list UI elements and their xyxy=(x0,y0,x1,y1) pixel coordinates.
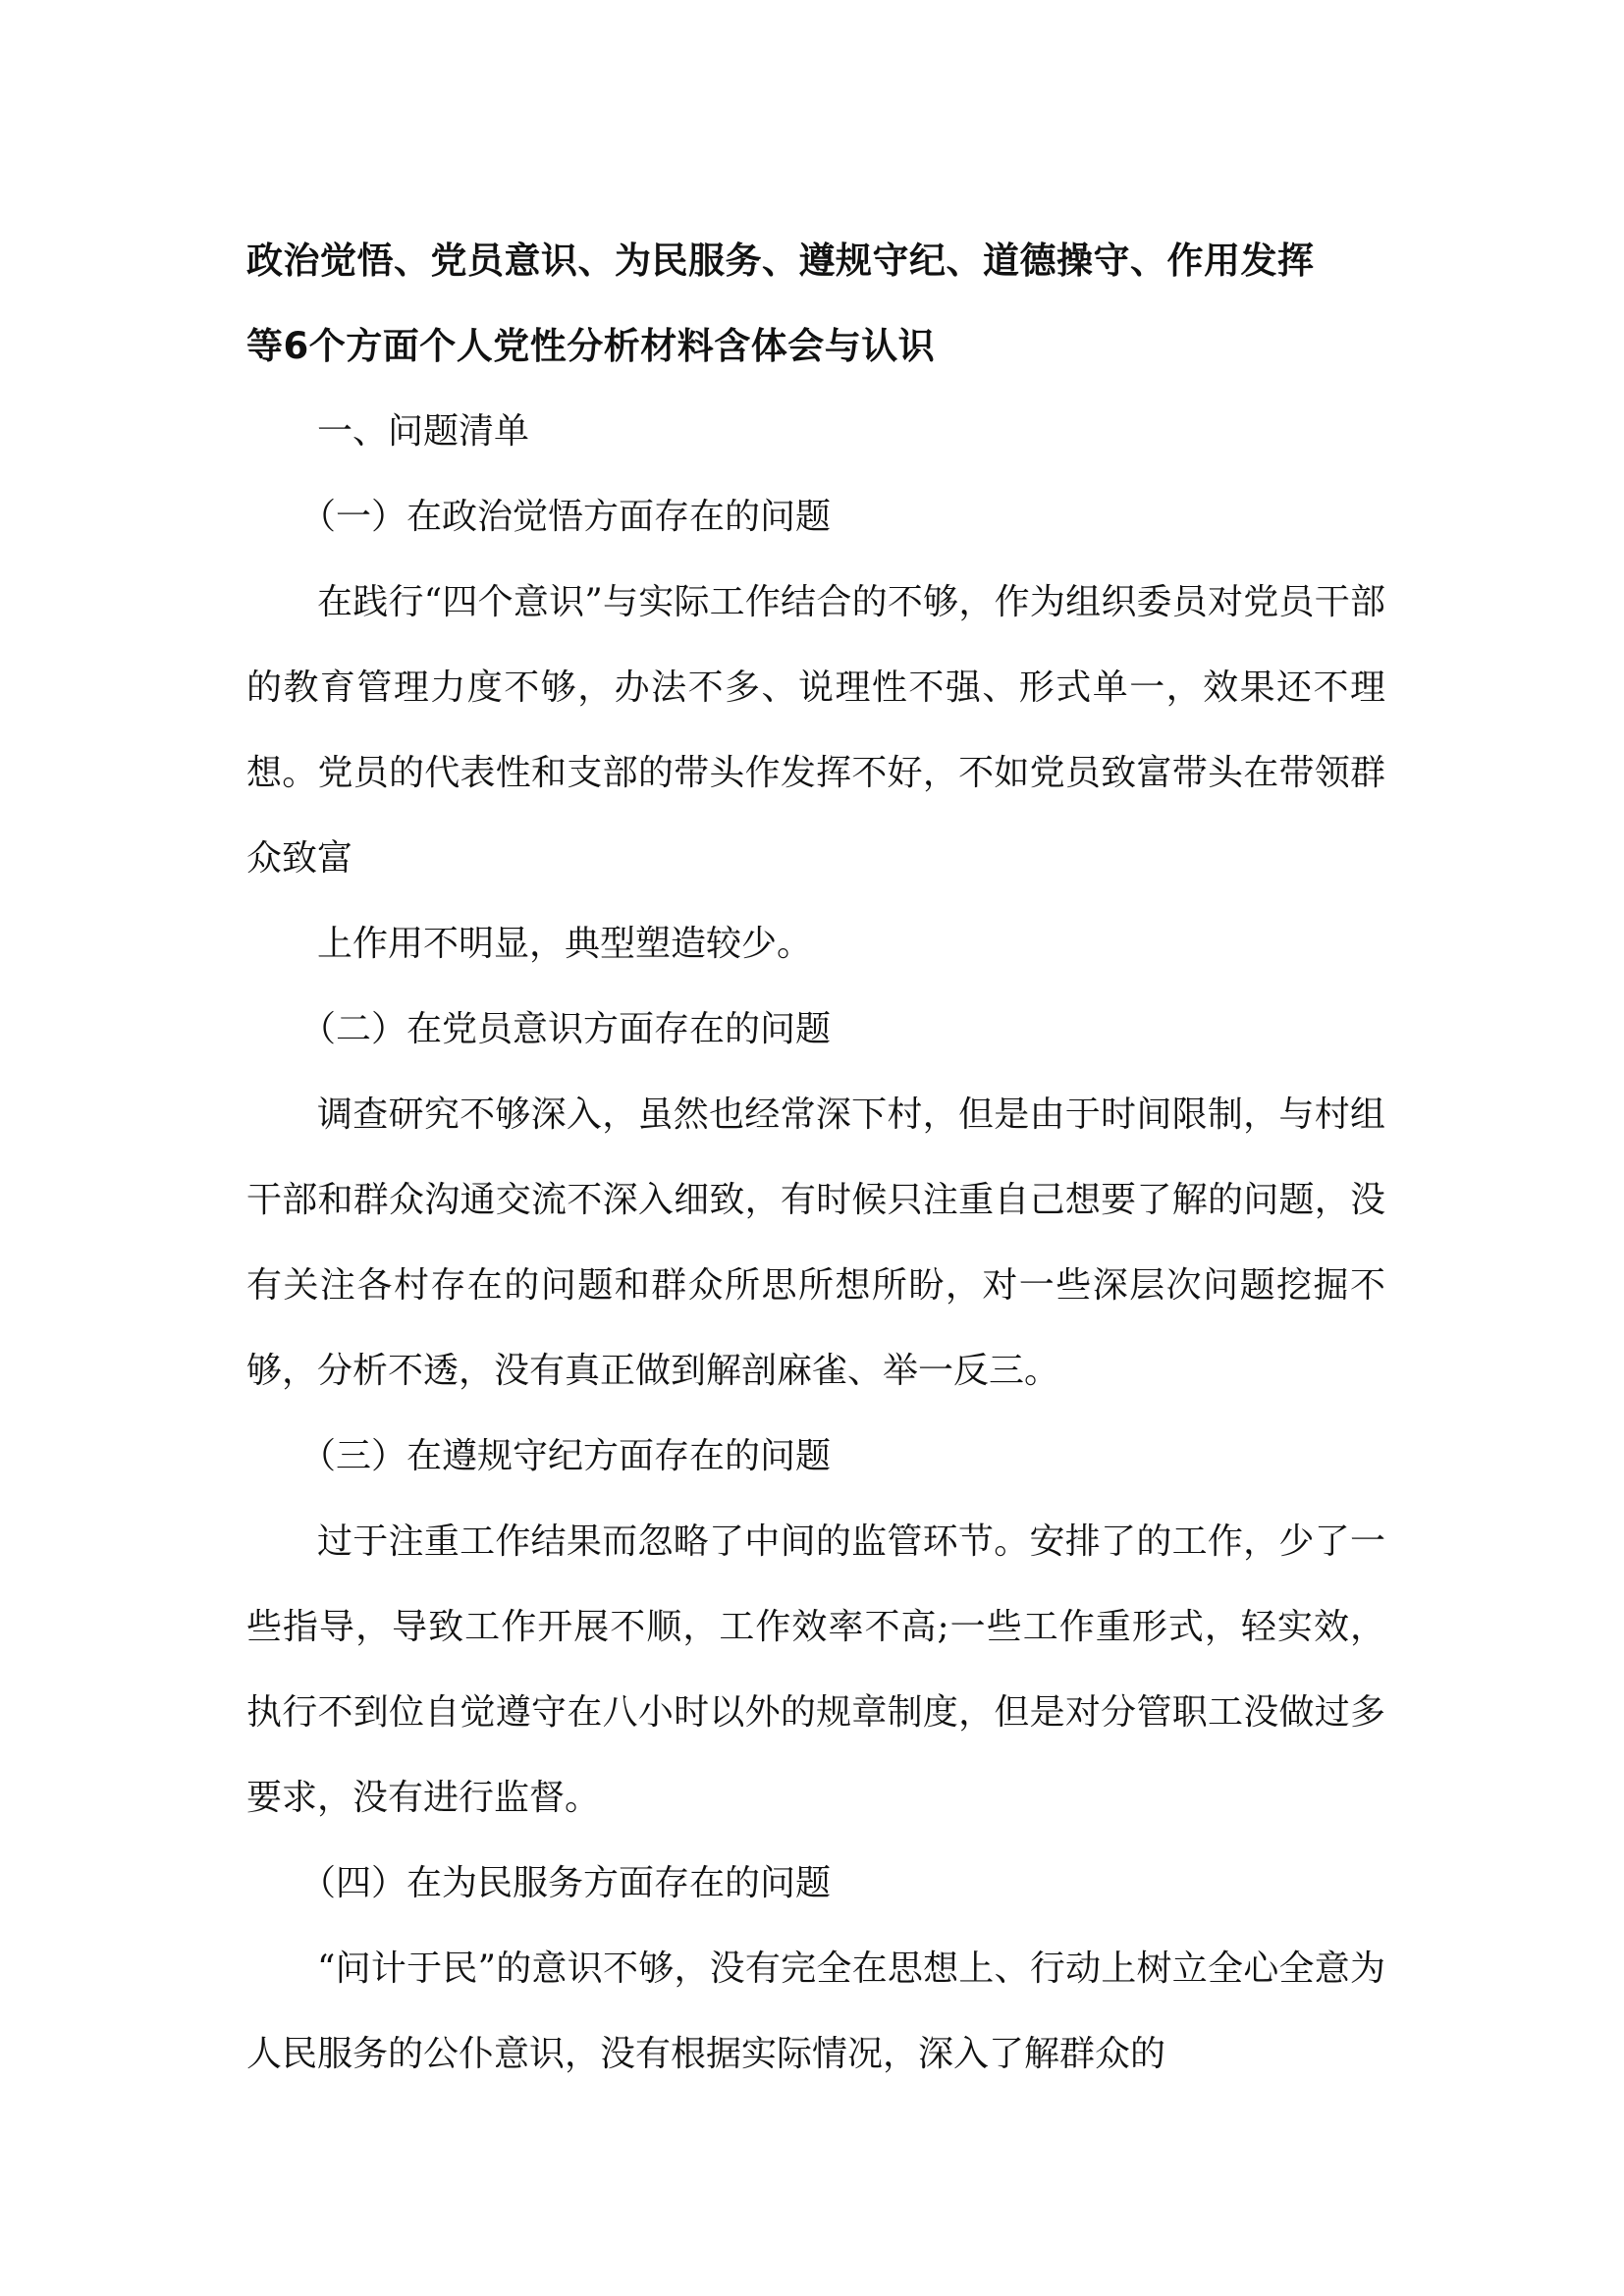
title-line-1: 政治觉悟、党员意识、为民服务、遵规守纪、道德操守、作用发挥 xyxy=(246,240,1315,282)
document-body xyxy=(246,218,1385,2097)
paragraph-political-awareness-continued: 上作用不明显，典型塑造较少。 xyxy=(317,924,813,964)
title-line-2: 等6个方面个人党性分析材料含体会与认识 xyxy=(246,325,936,367)
paragraph-discipline: 过于注重工作结果而忽略了中间的监管环节。安排了的工作，少了一些指导，导致工作开展不顺，工作效率不高;一些工作重形式，轻实效，执行不到位自觉遵守在八小时以外的规章制度，但是对分管职工没做过多要求，没有进行监督。 xyxy=(246,1522,1385,1818)
paragraph-party-member-awareness: 调查研究不够深入，虽然也经常深下村，但是由于时间限制，与村组干部和群众沟通交流不深入细致，有时候只注重自己想要了解的问题，没有关注各村存在的问题和群众所思所想所盼，对一些深层次问题挖掘不够，分析不透，没有真正做到解剖麻雀、举一反三。 xyxy=(246,1095,1385,1391)
subheading-political-awareness: （一）在政治觉悟方面存在的问题 xyxy=(300,497,832,537)
subheading-serving-people: （四）在为民服务方面存在的问题 xyxy=(300,1863,832,1903)
paragraph-political-awareness: 在践行“四个意识”与实际工作结合的不够，作为组织委员对党员干部的教育管理力度不够，办法不多、说理性不强、形式单一，效果还不理想。党员的代表性和支部的带头作发挥不好，不如党员致富带头在带领群众致富 xyxy=(246,582,1385,879)
document-title xyxy=(246,218,1385,389)
subheading-discipline: （三）在遵规守纪方面存在的问题 xyxy=(300,1436,832,1476)
paragraph-serving-people: “问计于民”的意识不够，没有完全在思想上、行动上树立全心全意为人民服务的公仆意识，没有根据实际情况，深入了解群众的 xyxy=(246,1949,1385,2074)
section-heading-problem-list: 一、问题清单 xyxy=(317,411,530,452)
subheading-party-member-awareness: （二）在党员意识方面存在的问题 xyxy=(300,1009,832,1049)
